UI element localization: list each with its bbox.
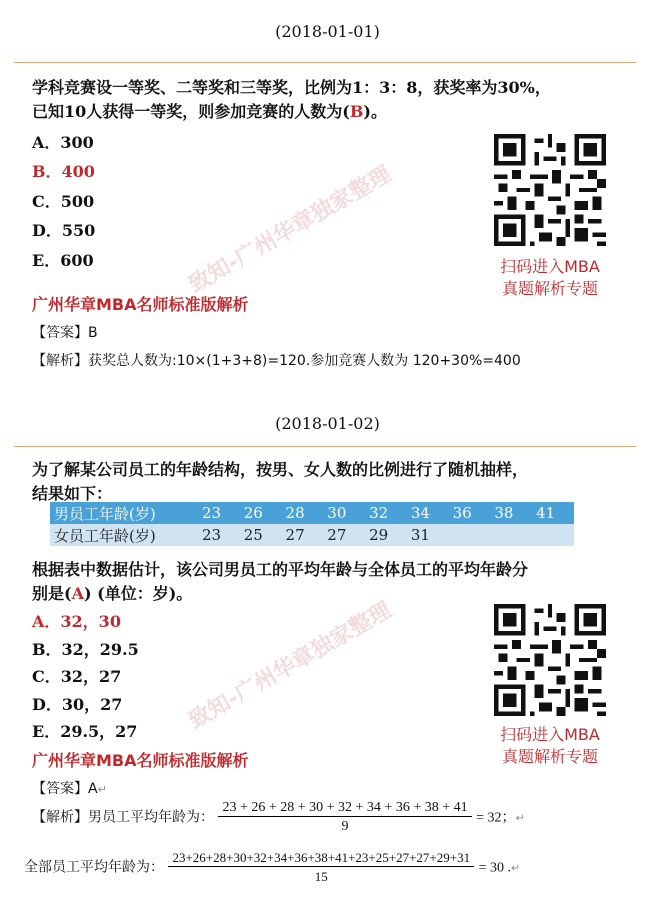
all-avg-fraction [168,850,474,885]
q2-question-line3: 根据表中数据估计，该公司男员工的平均年龄与全体员工的平均年龄分 [32,560,529,579]
q2-divider [14,446,636,447]
all-avg-numerator: 23+26+28+30+32+34+36+38+41+23+25+27+27+29+31 [168,850,474,867]
q1-question-line2 [32,100,551,124]
male-age: 26 [243,504,263,522]
q1-divider [14,62,636,63]
q2-option-d: D．30，27 [32,695,123,714]
female-age: 25 [243,526,263,544]
q2-analysis-male [32,800,525,835]
male-age: 32 [369,504,389,522]
q2-question-top [32,458,528,506]
male-age: 28 [285,504,305,522]
male-label: 男员工年龄(岁) [54,504,156,523]
paragraph-mark-icon: ↵ [510,861,521,875]
q2-question-line4-post: ) (单位：岁)。 [84,584,193,603]
q1-analysis-text: 获奖总人数为:10×(1+3+8)=120.参加竞赛人数为 120+30%=400 [88,353,521,369]
male-age: 23 [202,504,222,522]
female-age: 31 [410,526,430,544]
all-avg-result: = 30 . [478,860,511,876]
qr-caption-1-line1: 扫码进入MBA [500,257,600,276]
qr-caption-2-line2: 真题解析专题 [501,747,598,766]
q2-source: 广州华章MBA名师标准版解析 [32,751,249,770]
q1-question-line1: 学科竞赛设一等奖、二等奖和三等奖，比例为1：3：8，获奖率为30%， [32,78,551,97]
q2-option-c: C．32，27 [32,667,122,686]
all-avg-label: 全部员工平均年龄为： [24,859,164,876]
q2-question-line4 [32,582,528,606]
q1-answer-label: 【答案】 [32,325,88,341]
q1-option-c: C．500 [32,192,95,211]
qr-caption-2 [480,724,620,768]
q2-question-line4-pre: 别是( [32,584,72,603]
q1-option-d: D．550 [32,221,96,240]
q1-question [32,76,551,124]
watermark-1: 致知-广州华章独家整理 [184,161,396,299]
male-age: 36 [452,504,472,522]
q1-option-e: E．600 [32,251,94,270]
female-age: 27 [327,526,347,544]
male-avg-numerator: 23 + 26 + 28 + 30 + 32 + 34 + 36 + 38 + 41 [218,800,471,817]
q2-question-bottom [32,558,528,606]
male-age: 34 [410,504,430,522]
female-age: 23 [202,526,222,544]
q2-answer [32,778,107,798]
q1-answer [32,322,98,342]
qr-code-2 [494,604,606,716]
female-age [532,524,574,546]
q1-option-a: A．300 [32,133,94,152]
q2-question-line1: 为了解某公司员工的年龄结构，按男、女人数的比例进行了随机抽样， [32,460,529,479]
qr-code-1 [494,134,606,246]
q2-question-line2: 结果如下： [32,484,113,503]
female-label: 女员工年龄(岁) [54,526,156,545]
table-row-male [50,502,574,524]
q2-question-answer: A [71,584,84,603]
q2-date: (2018-01-02) [275,414,380,433]
q1-answer-value: B [88,325,98,341]
qr-caption-1 [480,256,620,300]
female-age: 27 [285,526,305,544]
q1-question-line2-post: )。 [363,102,387,121]
qr-caption-1-line2: 真题解析专题 [501,279,598,298]
paragraph-mark-icon: ↵ [97,783,107,796]
male-avg-fraction [218,800,471,835]
q2-option-e: E．29.5，27 [32,722,138,741]
q2-analysis-all [24,850,520,885]
q2-answer-label: 【答案】 [32,781,88,797]
q1-analysis-label: 【解析】 [32,353,88,369]
female-age [449,524,491,546]
male-age: 30 [327,504,347,522]
male-avg-label: 男员工平均年龄为： [88,809,214,826]
q1-question-answer: B [349,102,364,121]
male-age: 41 [536,504,556,522]
all-avg-denominator: 15 [314,869,328,884]
q1-analysis [32,350,521,370]
q1-option-b: B．400 [32,162,95,181]
male-avg-result: = 32； [476,810,516,826]
q2-option-b: B．32，29.5 [32,640,139,659]
female-age: 29 [369,526,389,544]
q1-date: (2018-01-01) [275,22,380,41]
q2-analysis-label: 【解析】 [32,809,88,826]
female-age [490,524,532,546]
watermark-2: 致知-广州华章独家整理 [184,597,396,735]
male-avg-denominator: 9 [341,819,349,834]
qr-caption-2-line1: 扫码进入MBA [500,725,600,744]
paragraph-mark-icon: ↵ [515,811,525,825]
q2-answer-value: A [88,781,98,797]
q1-question-line2-pre: 已知10人获得一等奖，则参加竞赛的人数为( [32,102,350,121]
q1-source: 广州华章MBA名师标准版解析 [32,295,249,314]
male-age: 38 [494,504,514,522]
table-row-female [50,524,574,546]
q2-option-a: A．32，30 [32,612,121,631]
age-table [50,502,574,546]
